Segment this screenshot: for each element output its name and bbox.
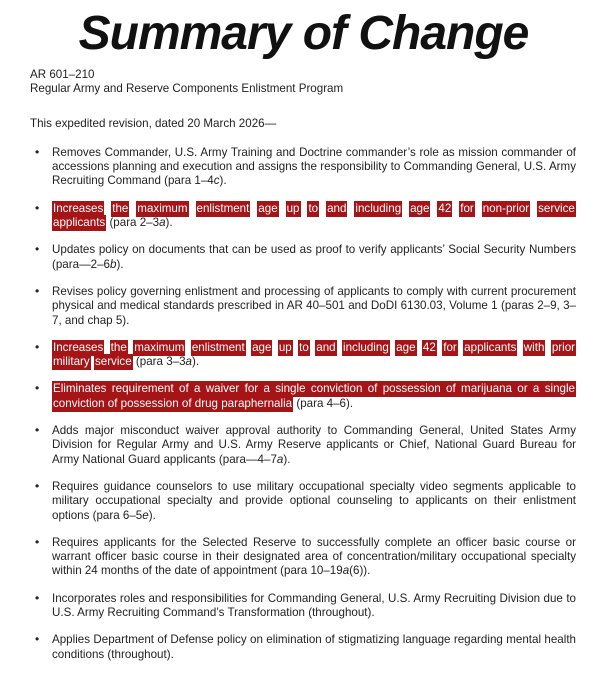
bullet-item: • Revises policy governing enlistment and processing of applicants to comply with current procurement physical and medical standards prescribed in AR 40–501 and DoDI 6130.03, Volume 1 (paras 2–9, 3–7, and chap 5). [35,283,576,327]
document-header [30,68,607,97]
highlighted-word: Increases [53,340,104,354]
highlighted-word: 42 [422,340,436,354]
highlighted-word: applicants [464,340,517,354]
bullet-dot-icon: • [35,200,40,215]
highlighted-word: to [299,340,309,354]
bullet-item: • Removes Commander, U.S. Army Training and Doctrine commander’s role as mission commander of accessions planning and execution and assigns the responsibility to Commanding General, U.S. Army Recruiting Command (para 1–4c). [35,144,576,188]
paragraph-reference-letter: e [142,508,149,522]
bullet-dot-icon: • [35,339,40,354]
highlighted-word: with [523,340,545,354]
paragraph-reference-letter: a [342,564,350,578]
bullet-dot-icon: • [35,423,40,438]
bullet-dot-icon: • [35,283,40,298]
highlighted-word: and [327,201,347,215]
highlighted-word: service [94,355,132,369]
bullet-dot-icon: • [35,144,40,159]
regulation-title: Regular Army and Reserve Components Enlistment Program [30,82,344,96]
page-title: Summary of Change [78,7,529,60]
bullet-dot-icon: • [35,478,40,493]
highlighted-word: military [53,355,90,369]
highlighted-word: for [460,201,474,215]
bullet-item: • Requires guidance counselors to use military occupational specialty video segments applicable to military occupational specialty and provide optional counseling to applicants on their enlistment options (para 6–5e). [35,478,576,522]
revision-intro-line: This expedited revision, dated 20 March 2026— [30,116,277,130]
highlighted-phrase: Eliminates requirement of a waiver for a single conviction of possession of marijuana or a single conviction of possession of drug paraphernalia [53,382,575,410]
bullet-dot-icon: • [35,242,40,257]
bullet-item: • Requires applicants for the Selected Reserve to successfully complete an officer basic course or warrant officer basic course in their designated area of concentration/military occupational specialty within 24 months of the date of appointment (para 10–19a(6)). [35,534,576,578]
paragraph-reference-letter: a [276,452,284,466]
highlighted-word: maximum [137,201,188,215]
highlighted-word: the [112,201,129,215]
paragraph-reference-letter: c [213,174,220,188]
highlighted-word: applicants [53,216,106,230]
highlighted-word: the [110,340,127,354]
highlighted-word: service [538,201,575,215]
regulation-number: AR 601–210 [30,68,95,81]
highlighted-word: up [286,201,300,215]
highlighted-word: age [258,201,278,215]
bullet-item: • Applies Department of Defense policy on elimination of stigmatizing language regarding mental health conditions (throughout). [35,632,576,661]
highlighted-word: age [396,340,416,354]
highlighted-word: Increases [53,201,104,215]
highlighted-word: 42 [438,201,452,215]
bullet-item: • Increases the maximum enlistment age up to and including age 42 for non-prior service applicants (para 2–3a). [35,200,575,230]
bullet-dot-icon: • [35,590,40,605]
highlighted-word: prior [551,340,576,354]
document-page [0,7,607,690]
paragraph-reference-letter: a [185,355,192,369]
highlighted-word: age [410,201,430,215]
highlighted-word: including [343,340,389,354]
highlighted-word: maximum [134,340,185,354]
bullet-dot-icon: • [35,534,40,549]
highlighted-word: non-prior [482,201,530,215]
paragraph-reference-letter: b [110,257,117,271]
change-list [30,146,576,662]
bullet-item: • Incorporates roles and responsibilities for Commanding General, U.S. Army Recruiting Division due to U.S. Army Recruiting Command’s Transformation (throughout). [35,590,576,620]
highlighted-word: and [316,340,336,354]
bullet-item: • Adds major misconduct waiver approval authority to Commanding General, United States Army Division for Regular Army and U.S. Army Reserve applicants or Chief, National Guard Bureau for Army National Guard applicants (para—4–7a). [35,423,576,466]
bullet-item: • Increases the maximum enlistment age up to and including age 42 for applicants with prior military service (para 3–3a). [35,339,576,369]
highlighted-word: to [308,201,319,215]
bullet-item: • Updates policy on documents that can be used as proof to verify applicants’ Social Security Numbers (para—2–6b). [35,242,576,271]
highlighted-word: up [278,340,292,354]
highlighted-word: enlistment [191,340,245,354]
highlighted-word: for [443,340,457,354]
highlighted-word: age [252,340,272,354]
paragraph-reference-letter: a [159,216,166,230]
highlighted-word: enlistment [196,201,250,215]
highlighted-word: including [355,201,402,215]
bullet-item: • Eliminates requirement of a waiver for a single conviction of possession of marijuana or a single conviction of possession of drug paraphernalia (para 4–6). [35,381,575,410]
bullet-dot-icon: • [35,381,40,396]
bullet-dot-icon: • [35,632,40,647]
